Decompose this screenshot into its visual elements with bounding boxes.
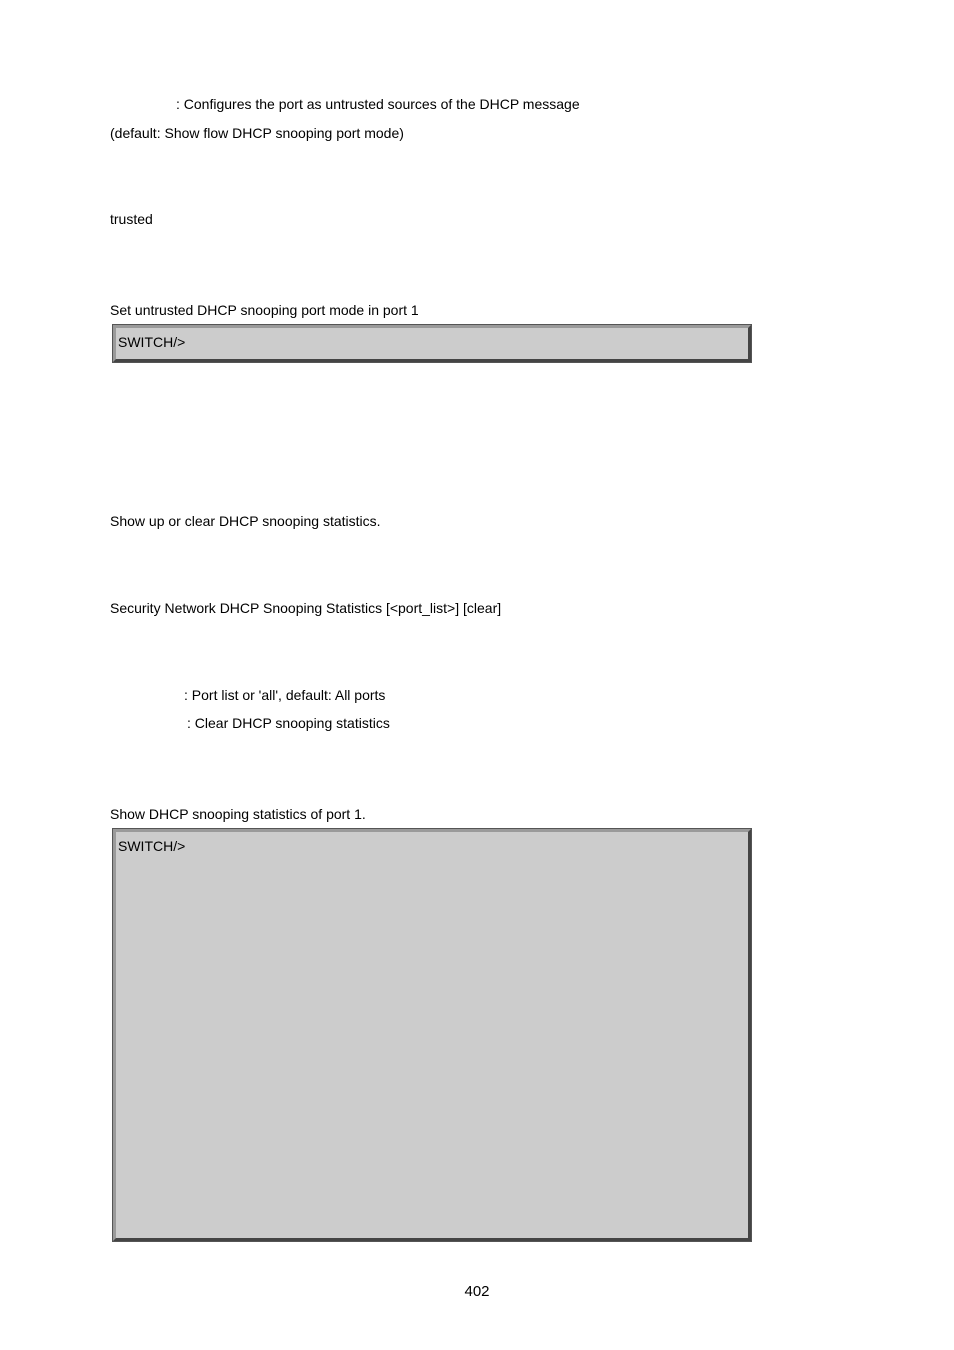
statistics-example-description: Show DHCP snooping statistics of port 1.: [110, 806, 366, 822]
default-note: (default: Show flow DHCP snooping port mode): [110, 125, 404, 141]
example-description: Set untrusted DHCP snooping port mode in port 1: [110, 302, 419, 318]
statistics-syntax: Security Network DHCP Snooping Statistics [<port_list>] [clear]: [110, 600, 502, 616]
param-clear-description: : Clear DHCP snooping statistics: [187, 715, 390, 731]
param-port-list-description: : Port list or 'all', default: All ports: [184, 687, 386, 703]
default-value: trusted: [110, 211, 153, 227]
console-prompt: SWITCH/>: [118, 334, 186, 350]
page-number: 402: [464, 1283, 490, 1300]
statistics-console-box: [113, 829, 751, 1241]
console-prompt: SWITCH/>: [118, 838, 186, 854]
statistics-description: Show up or clear DHCP snooping statistics.: [110, 513, 381, 529]
example-console-box: [113, 325, 751, 362]
param-untrusted-description: : Configures the port as untrusted sources of the DHCP message: [176, 96, 580, 112]
